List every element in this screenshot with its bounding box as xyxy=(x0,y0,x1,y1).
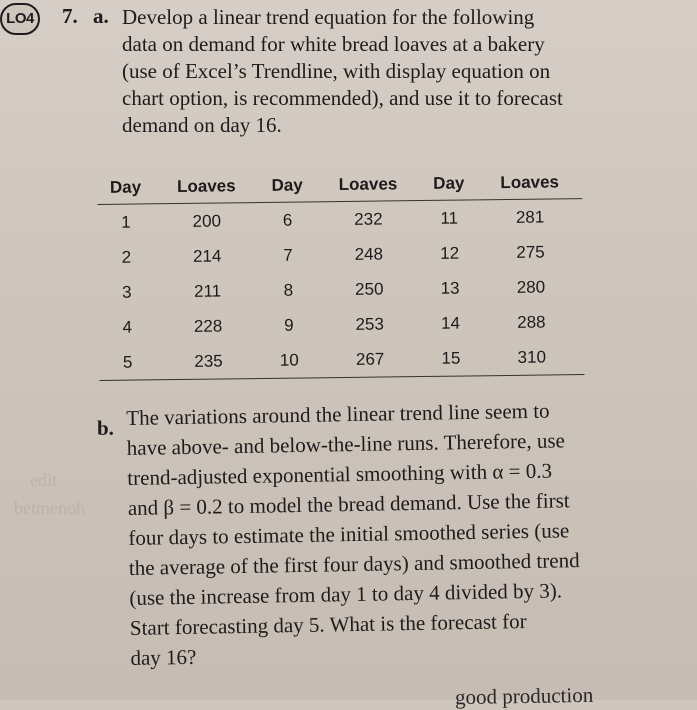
learning-objective-badge: LO4 xyxy=(0,3,40,35)
header-loaves: Loaves xyxy=(477,166,582,200)
day-cell: 1 xyxy=(121,212,131,232)
loaves-cell: 228 xyxy=(193,315,223,336)
part-b-line: trend-adjusted exponential smoothing with α = 0.3 xyxy=(127,458,553,490)
day-cell: 7 xyxy=(283,245,293,265)
day-cell: 3 xyxy=(121,282,132,302)
table-row xyxy=(99,304,584,345)
day-cell: 14 xyxy=(440,313,461,333)
header-day: Day xyxy=(259,169,316,202)
header-day: Day xyxy=(420,167,477,200)
loaves-cell: 288 xyxy=(517,312,546,332)
loaves-cell: 200 xyxy=(192,210,222,231)
table-row xyxy=(97,199,582,240)
day-cell: 11 xyxy=(440,208,459,228)
day-cell: 5 xyxy=(99,344,156,380)
part-b-line: The variations around the linear trend line seem to xyxy=(126,398,550,430)
day-cell: 9 xyxy=(284,315,294,335)
table-row xyxy=(98,234,583,275)
header-loaves: Loaves xyxy=(154,170,259,204)
day-cell: 10 xyxy=(261,342,318,378)
part-b-text xyxy=(126,394,651,673)
day-cell: 12 xyxy=(440,243,460,263)
loaves-cell: 253 xyxy=(355,314,385,334)
table-row xyxy=(99,339,584,380)
loaves-cell: 232 xyxy=(354,209,383,229)
bleed-through-text: edit xyxy=(30,470,57,490)
day-cell: 15 xyxy=(422,340,479,376)
table-row xyxy=(98,269,583,310)
loaves-cell: 248 xyxy=(354,244,384,264)
loaves-cell: 310 xyxy=(479,339,584,376)
part-b-line: Start forecasting day 5. What is the forecast for xyxy=(129,609,527,640)
header-loaves: Loaves xyxy=(315,168,420,202)
part-a-label: a. xyxy=(93,4,109,28)
part-b-line: the average of the first four days) and smoothed trend xyxy=(128,548,580,580)
cutoff-text: good production xyxy=(454,682,594,710)
day-cell: 8 xyxy=(283,280,294,300)
header-day: Day xyxy=(97,171,154,204)
loaves-cell: 275 xyxy=(516,242,545,262)
loaves-cell: 250 xyxy=(354,279,384,299)
part-b-line: have above- and below-the-line runs. Therefore, use xyxy=(126,428,566,460)
question-number: 7. xyxy=(62,4,78,28)
bleed-through-text: betmenoh xyxy=(14,498,85,518)
day-cell: 4 xyxy=(122,317,133,337)
part-a-text xyxy=(122,4,602,139)
day-cell: 2 xyxy=(121,247,132,267)
part-a-line: Develop a linear trend equation for the following xyxy=(122,5,535,29)
part-b-label: b. xyxy=(97,416,114,440)
part-a-line: (use of Excel’s Trendline, with display equation on xyxy=(122,59,551,83)
loaves-cell: 267 xyxy=(317,341,422,378)
part-b-line: four days to estimate the initial smoothed series (use xyxy=(128,518,570,550)
part-a-line: demand on day 16. xyxy=(122,113,282,137)
loaves-cell: 280 xyxy=(516,277,546,297)
part-b-line: day 16? xyxy=(130,644,197,670)
loaves-cell: 211 xyxy=(193,280,222,301)
day-cell: 6 xyxy=(282,210,293,230)
part-b-line: and β = 0.2 to model the bread demand. Use the first xyxy=(127,488,570,520)
loaves-cell: 281 xyxy=(515,207,545,227)
part-a-line: data on demand for white bread loaves at a bakery xyxy=(122,32,545,56)
loaves-cell: 214 xyxy=(192,245,222,266)
day-cell: 13 xyxy=(440,278,460,298)
loaves-cell: 235 xyxy=(156,343,261,380)
part-a-line: chart option, is recommended), and use it to forecast xyxy=(122,86,563,110)
bread-demand-table xyxy=(97,166,585,381)
part-b-line: (use the increase from day 1 to day 4 divided by 3). xyxy=(129,578,563,610)
